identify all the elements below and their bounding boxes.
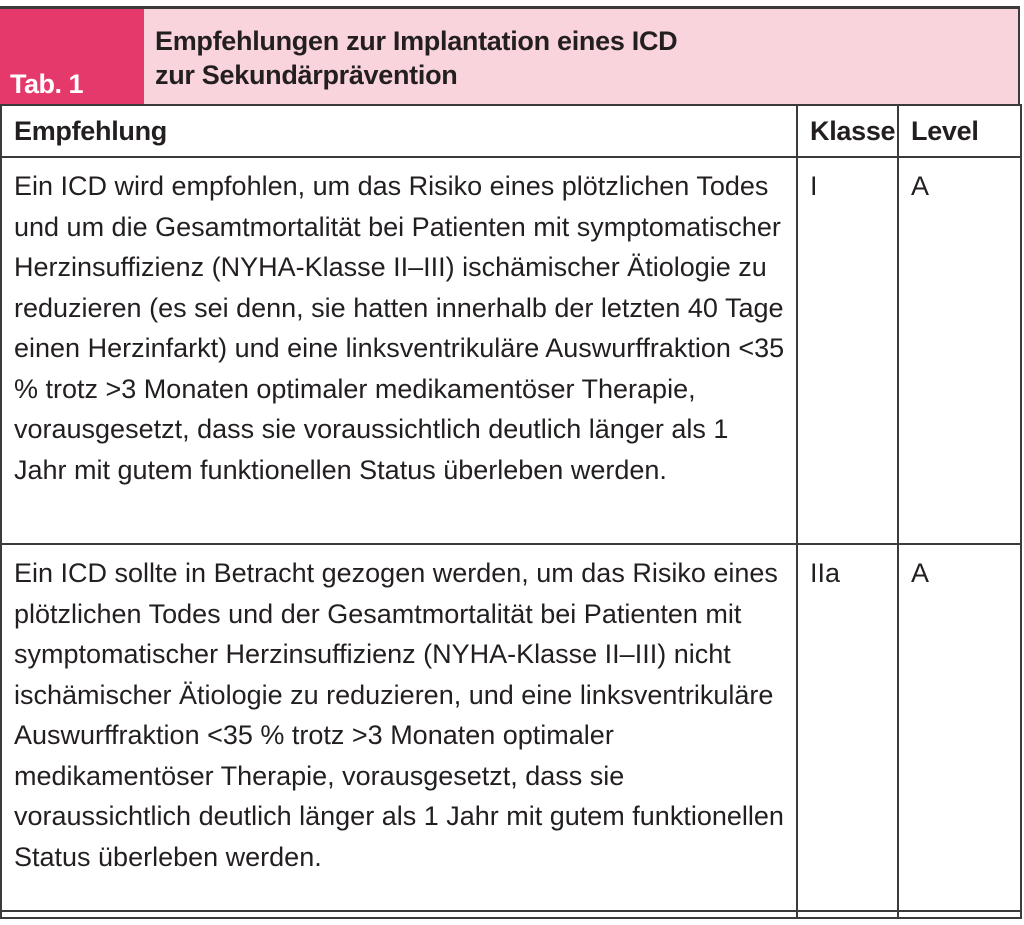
column-header-recommendation: Empfehlung <box>1 105 797 157</box>
table-label: Tab. 1 <box>10 69 84 99</box>
class-cell: I <box>797 157 898 544</box>
recommendation-cell: Ein ICD sollte in Betracht gezogen werden, um das Risiko eines plötzlichen Todes und der Gesamtmortalität bei Patienten mit symptomatischer Herzinsuffizienz (NYHA-Klasse II–III) nicht ischämischer Ätiologie zu reduzieren, und eine linksventrikuläre Auswurffraktion <35 % trotz >3 Monaten optimaler medikamentöser Therapie, vorausgesetzt, dass sie voraussichtlich deutlich länger als 1 Jahr mit gutem funktionellen Status überleben werden. <box>1 544 797 918</box>
column-header-class: Klasse <box>797 105 898 157</box>
column-header-level: Level <box>898 105 1021 157</box>
class-cell: IIa <box>797 544 898 918</box>
table-frame <box>0 6 1020 912</box>
table-title-line-1: Empfehlungen zur Implantation eines ICD <box>155 26 678 56</box>
level-cell: A <box>898 157 1021 544</box>
level-cell: A <box>898 544 1021 918</box>
table-title-line-2: zur Sekundärprävention <box>155 60 458 90</box>
recommendation-cell: Ein ICD wird empfohlen, um das Risiko eines plötzlichen Todes und um die Gesamtmortalität bei Patienten mit symptomatischer Herzinsuffizienz (NYHA-Klasse II–III) ischämischer Ätiologie zu reduzieren (es sei denn, sie hatten innerhalb der letzten 40 Tage einen Herzinfarkt) und eine linksventrikuläre Auswurffraktion <35 % trotz >3 Monaten optimaler medikamentöser Therapie, vorausgesetzt, dass sie voraussichtlich deutlich länger als 1 Jahr mit gutem funktionellen Status überleben werden. <box>1 157 797 544</box>
